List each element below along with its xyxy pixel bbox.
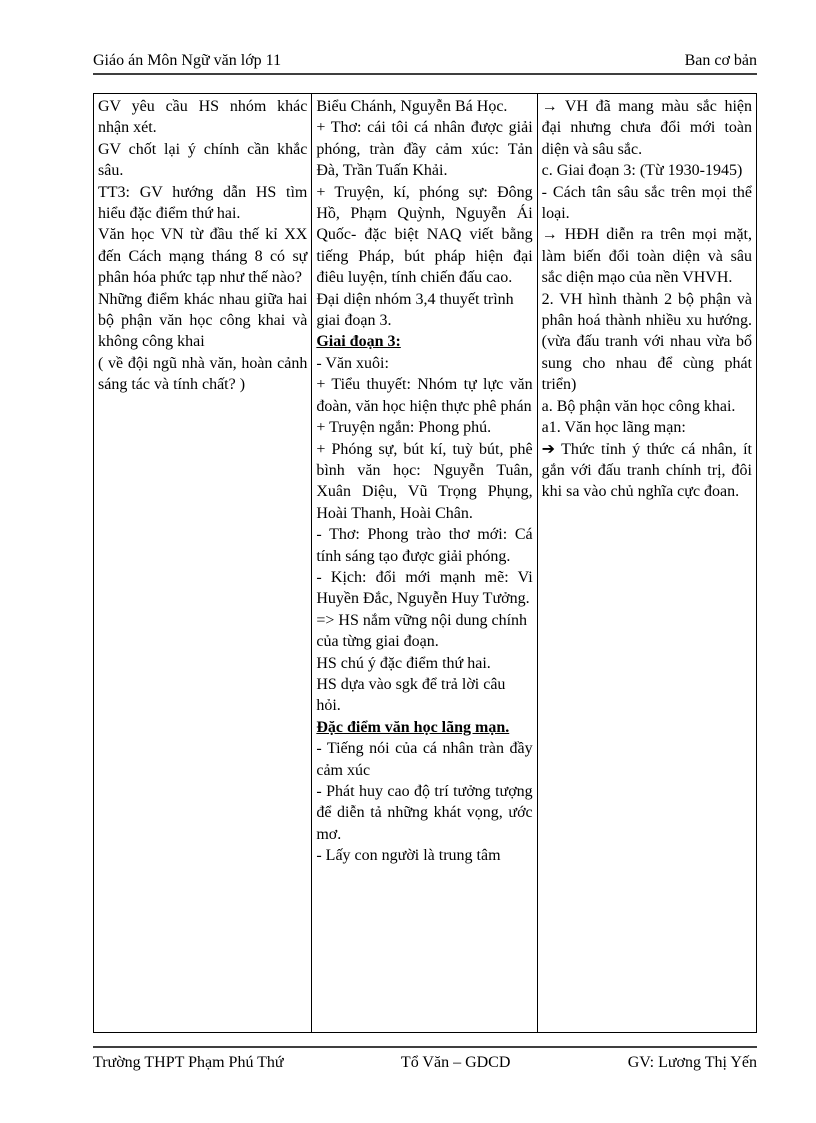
paragraph: - Cách tân sâu sắc trên mọi thể loại. (541, 183, 752, 223)
paragraph: Biểu Chánh, Nguyễn Bá Học. (316, 98, 508, 115)
paragraph: ➔ Thức tỉnh ý thức cá nhân, ít gắn với đấu tranh chính trị, đôi khi sa vào chủ nghĩa cực đoan. (541, 440, 752, 501)
paragraph: Văn học VN từ đầu thế kỉ XX đến Cách mạng tháng 8 có sự phân hóa phức tạp như thế nào? (98, 226, 308, 287)
column-student-activities (311, 94, 536, 1032)
paragraph: GV yêu cầu HS nhóm khác nhận xét. (98, 98, 308, 137)
paragraph: + Tiểu thuyết: Nhóm tự lực văn đoàn, văn học hiện thực phê phán (316, 376, 533, 415)
paragraph: c. Giai đoạn 3: (Từ 1930-1945) (541, 162, 743, 180)
paragraph: => HS nắm vững nội dung chính của từng giai đoạn. (316, 611, 528, 651)
section-heading-giai-doan-3: Giai đoạn 3: (316, 333, 401, 351)
section-heading-dac-diem-lang-man: Đặc điểm văn học lãng mạn. (316, 718, 510, 736)
header-right-label: Ban cơ bản (684, 52, 757, 69)
paragraph: → VH đã mang màu sắc hiện đại nhưng chưa đổi mới toàn diện và sâu sắc. (541, 98, 752, 158)
paragraph: - Kịch: đổi mới mạnh mẽ: Vi Huyền Đắc, Nguyễn Huy Tưởng. (316, 568, 533, 608)
paragraph: a. Bộ phận văn học công khai. (541, 397, 736, 415)
paragraph: - Lấy con người là trung tâm (316, 847, 501, 865)
paragraph: - Văn xuôi: (316, 354, 389, 372)
footer-school: Trường THPT Phạm Phú Thứ (93, 1054, 284, 1071)
paragraph: a1. Văn học lãng mạn: (541, 419, 686, 437)
column-content-notes (537, 94, 756, 1032)
paragraph: - Tiếng nói của cá nhân tràn đầy cảm xúc (316, 740, 533, 779)
header-title: Giáo án Môn Ngữ văn lớp 11 (93, 52, 282, 69)
paragraph: + Truyện, kí, phóng sự: Đông Hồ, Phạm Quỳnh, Nguyễn Ái Quốc- đặc biệt NAQ viết bằng tiếng Pháp, bút pháp hiện đại điêu luyện, tính chiến đấu cao. (316, 183, 533, 287)
paragraph: ( về đội ngũ nhà văn, hoàn cảnh sáng tác và tính chất? ) (98, 354, 308, 394)
paragraph: GV chốt lại ý chính cần khắc sâu. (98, 140, 308, 180)
paragraph: + Truyện ngắn: Phong phú. (316, 419, 492, 437)
paragraph: 2. VH hình thành 2 bộ phận và phân hoá thành nhiều xu hướng. (vừa đấu tranh với nhau vừa bổ sung cho nhau để cùng phát triển) (541, 290, 752, 394)
footer-teacher: GV: Lương Thị Yến (627, 1054, 757, 1071)
page-footer (93, 1046, 757, 1073)
paragraph: - Phát huy cao độ trí tưởng tượng để diễn tả những khát vọng, ước mơ. (316, 783, 533, 843)
paragraph: + Thơ: cái tôi cá nhân được giải phóng, tràn đầy cảm xúc: Tản Đà, Trần Tuấn Khải. (316, 119, 533, 180)
page-header (93, 50, 757, 75)
paragraph: Những điểm khác nhau giữa hai bộ phận văn học công khai và không công khai (98, 290, 308, 351)
paragraph: HS chú ý đặc điểm thứ hai. (316, 654, 491, 672)
paragraph: Đại diện nhóm 3,4 thuyết trình giai đoạn 3. (316, 290, 514, 330)
paragraph: - Thơ: Phong trào thơ mới: Cá tính sáng tạo được giải phóng. (316, 526, 533, 565)
paragraph: → HĐH diễn ra trên mọi mặt, làm biến đổi toàn diện và sâu sắc diện mạo của nền VHVH. (541, 226, 752, 287)
paragraph: HS dựa vào sgk để trả lời câu hỏi. (316, 675, 506, 715)
paragraph: + Phóng sự, bút kí, tuỳ bút, phê bình văn học: Nguyễn Tuân, Xuân Diệu, Vũ Trọng Phụng, Hoài Thanh, Hoài Chân. (316, 440, 533, 522)
column-teacher-activities (94, 94, 311, 1032)
paragraph: TT3: GV hướng dẫn HS tìm hiểu đặc điểm thứ hai. (98, 183, 308, 223)
footer-department: Tổ Văn – GDCD (400, 1054, 511, 1071)
lesson-plan-table (93, 93, 757, 1033)
